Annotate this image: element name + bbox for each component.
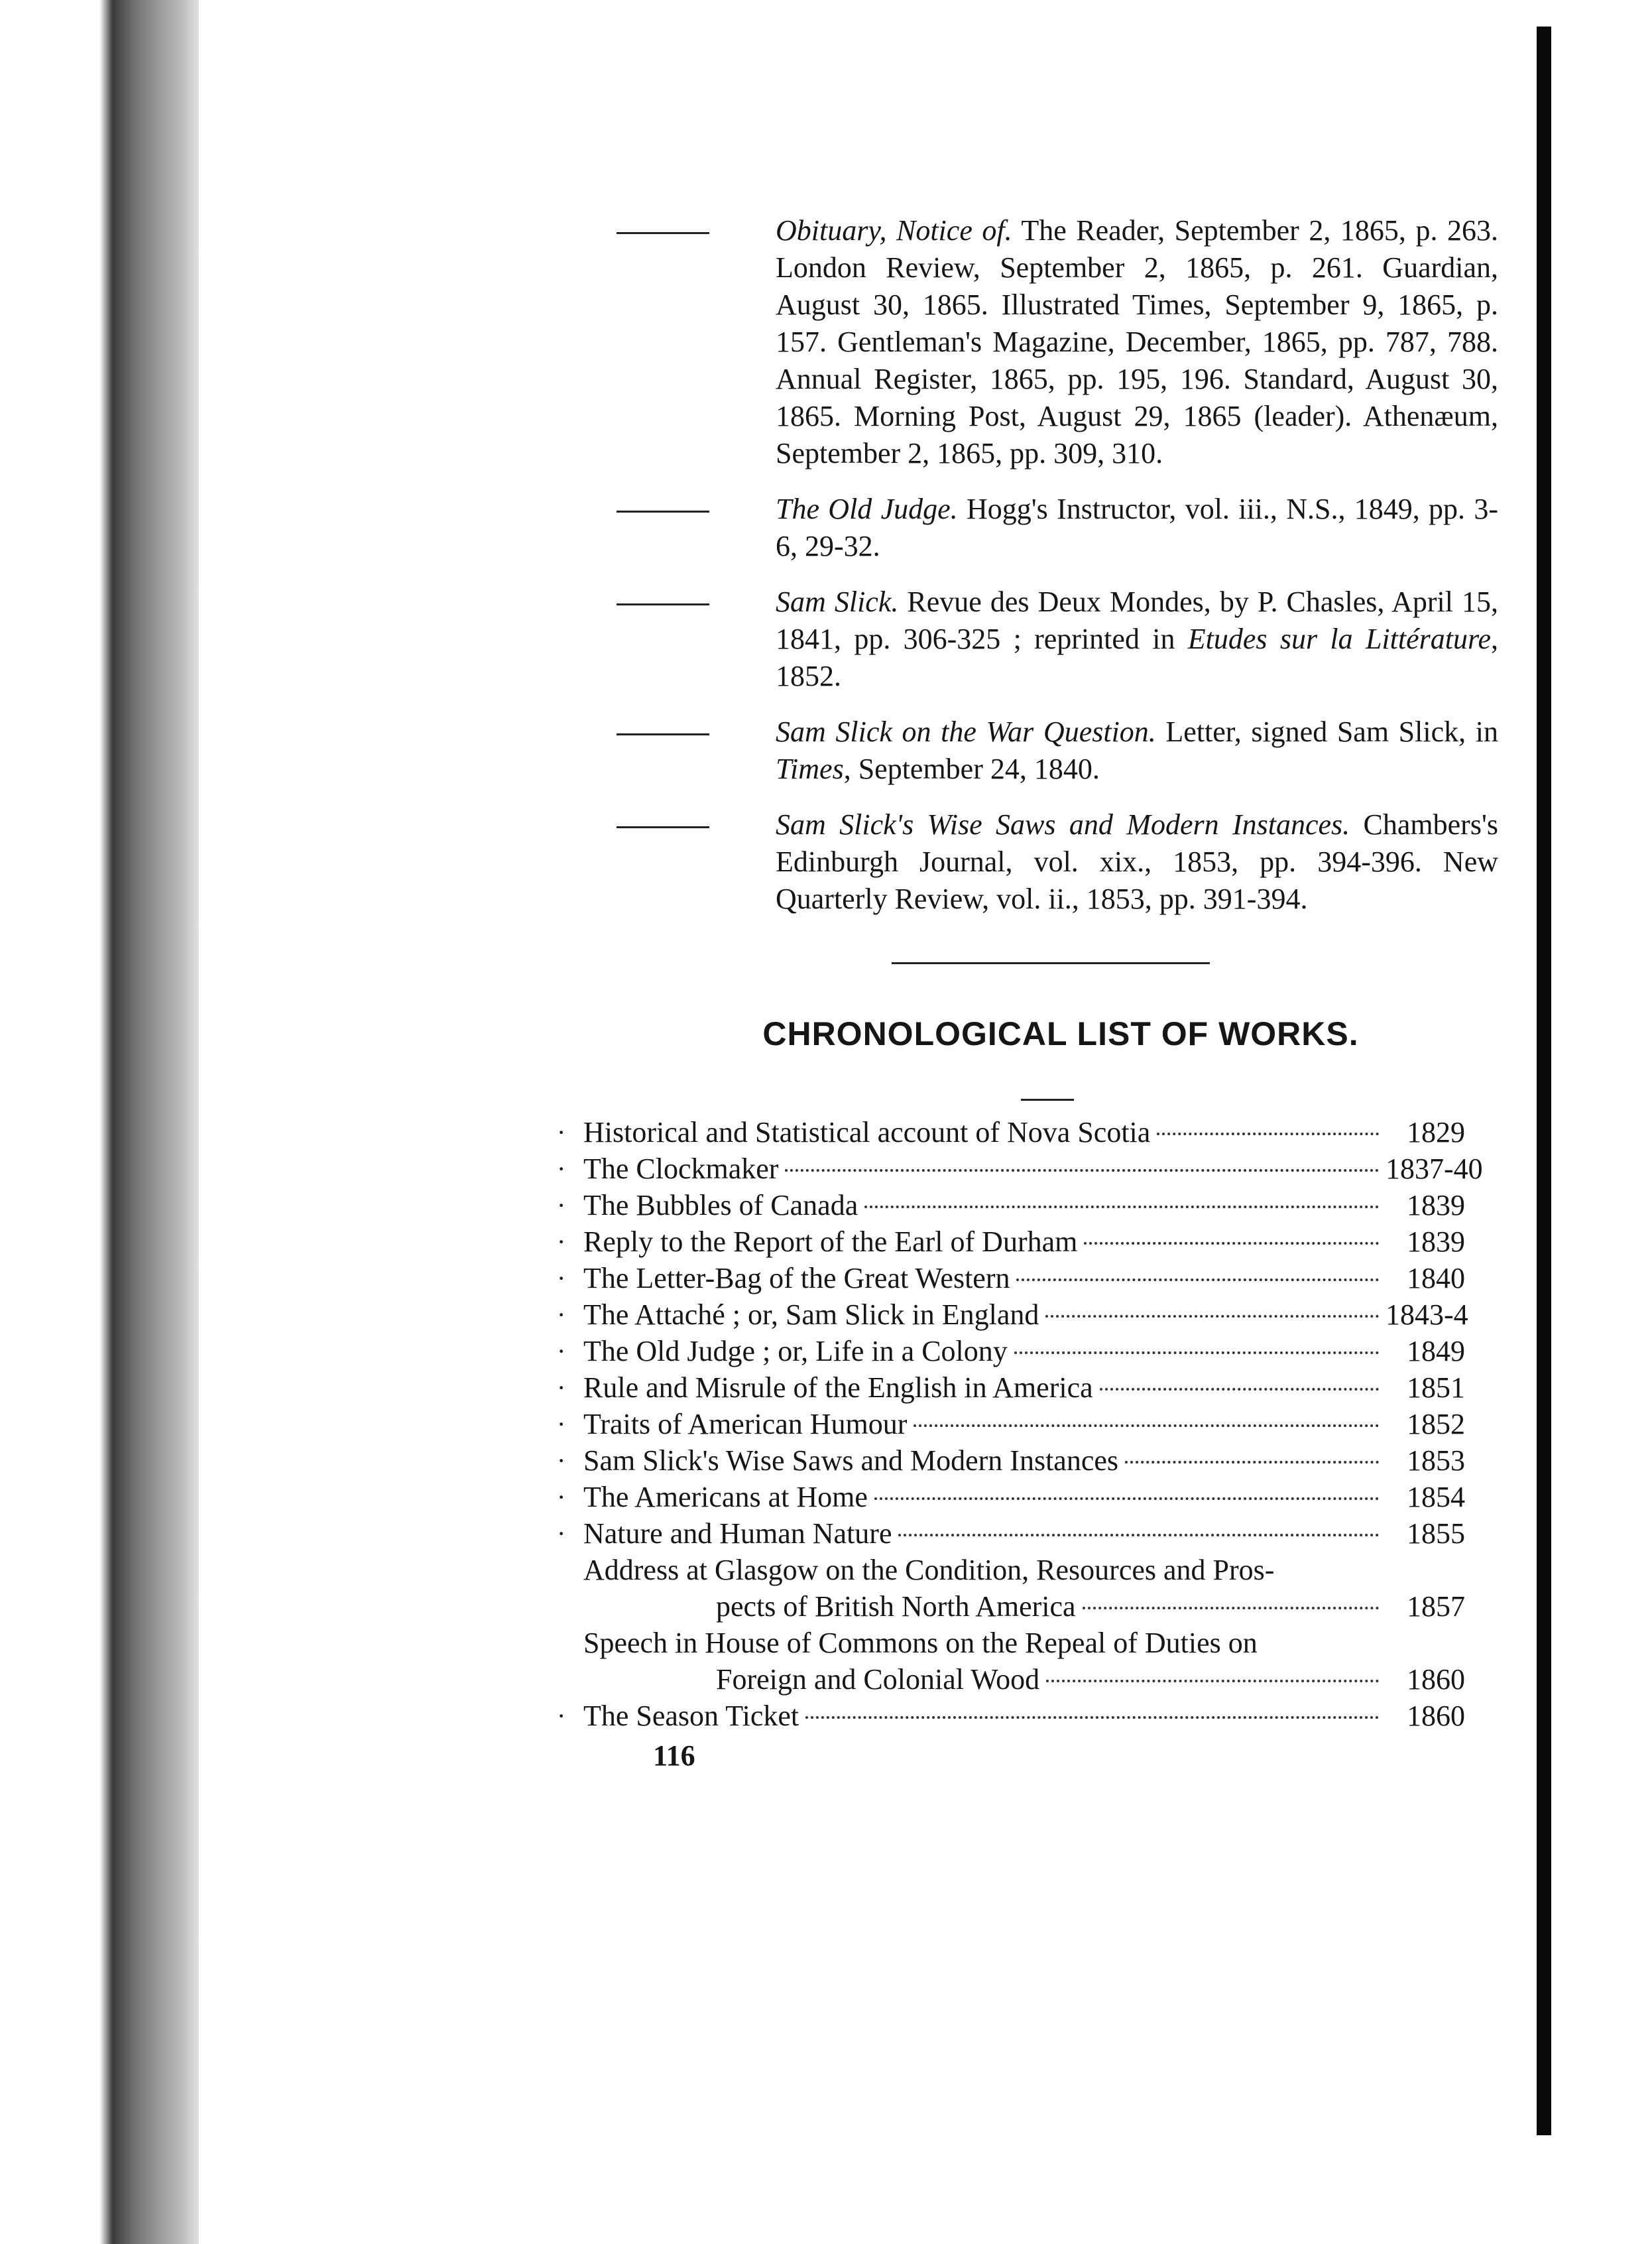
dot-leader xyxy=(1100,1388,1379,1391)
work-title: The Americans at Home xyxy=(583,1481,868,1513)
margin-mark: · xyxy=(557,1701,566,1731)
bibliography-references xyxy=(636,212,1498,936)
margin-mark: · xyxy=(557,1154,566,1184)
ditto-dash xyxy=(617,603,709,605)
reference-text: The Reader, September 2, 1865, p. 263. London Review, September 2, 1865, p. 261. Guardian, August 30, 1865. Illustrated Times, September 9, 1865, p. 157. Gentleman's Magazine, December, 1865, pp. 787, 788. Annual Register, 1865, pp. 195, 196. Standard, August 30, 1865. Morning Post, August 29, 1865 (leader). Athenæum, September 2, 1865, pp. 309, 310. xyxy=(776,214,1498,469)
margin-mark: · xyxy=(557,1336,566,1366)
work-year: 1853 xyxy=(1407,1444,1465,1477)
heading-underline-rule xyxy=(1021,1099,1074,1101)
work-entry xyxy=(557,1223,1465,1260)
work-title: The Attaché ; or, Sam Slick in England xyxy=(583,1298,1039,1331)
reference-title: Sam Slick on the War Question. xyxy=(776,716,1156,748)
margin-mark: · xyxy=(557,1482,566,1512)
work-entry xyxy=(557,1151,1483,1187)
work-year: 1839 xyxy=(1407,1189,1465,1221)
work-entry xyxy=(583,1552,1465,1625)
ditto-dash xyxy=(617,826,709,828)
work-title: Reply to the Report of the Earl of Durham xyxy=(583,1225,1078,1258)
work-year: 1829 xyxy=(1407,1116,1465,1149)
work-title: The Clockmaker xyxy=(583,1153,779,1185)
margin-mark: · xyxy=(557,1446,566,1475)
margin-mark: · xyxy=(557,1519,566,1548)
dot-leader xyxy=(874,1497,1379,1500)
dot-leader xyxy=(1045,1315,1379,1318)
work-entry xyxy=(557,1515,1465,1552)
work-year: 1860 xyxy=(1407,1663,1465,1696)
work-entry xyxy=(557,1479,1465,1515)
work-entry xyxy=(557,1296,1468,1333)
margin-mark: · xyxy=(557,1373,566,1402)
reference-entry xyxy=(636,212,1498,472)
work-entry xyxy=(583,1625,1465,1698)
dot-leader xyxy=(785,1169,1379,1172)
reference-title: The Old Judge. xyxy=(776,493,958,525)
work-year: 1849 xyxy=(1407,1335,1465,1367)
work-title-line2: pects of British North America xyxy=(716,1590,1076,1623)
work-year: 1854 xyxy=(1407,1481,1465,1513)
work-year: 1840 xyxy=(1407,1262,1465,1294)
work-entry xyxy=(557,1333,1465,1369)
dot-leader xyxy=(914,1424,1379,1427)
dot-leader xyxy=(864,1206,1379,1208)
section-separator-rule xyxy=(892,962,1210,964)
work-year: 1860 xyxy=(1407,1700,1465,1732)
section-heading: CHRONOLOGICAL LIST OF WORKS. xyxy=(762,1015,1359,1052)
ditto-dash xyxy=(617,232,709,234)
dot-leader xyxy=(1046,1680,1379,1682)
work-year: 1851 xyxy=(1407,1371,1465,1404)
work-title-line1: Speech in House of Commons on the Repeal of Duties on xyxy=(583,1627,1258,1659)
work-title-line1: Address at Glasgow on the Condition, Resources and Pros- xyxy=(583,1554,1275,1586)
work-entry xyxy=(557,1369,1465,1406)
dot-leader xyxy=(1084,1242,1379,1245)
work-year: 1843-4 xyxy=(1386,1298,1468,1331)
reference-entry xyxy=(636,714,1498,788)
work-title: The Bubbles of Canada xyxy=(583,1189,858,1221)
work-year: 1837-40 xyxy=(1386,1153,1483,1185)
work-year: 1857 xyxy=(1407,1590,1465,1623)
page-edge-shadow xyxy=(0,0,199,2244)
dot-leader xyxy=(1125,1461,1379,1464)
work-title: The Old Judge ; or, Life in a Colony xyxy=(583,1335,1008,1367)
ditto-dash xyxy=(617,733,709,735)
reference-text-end: , September 24, 1840. xyxy=(843,753,1100,785)
margin-mark: · xyxy=(557,1117,566,1147)
work-entry xyxy=(557,1187,1465,1223)
reference-entry xyxy=(636,584,1498,695)
work-title: The Letter-Bag of the Great Western xyxy=(583,1262,1010,1294)
reference-text: Chambers's Edinburgh Journal, vol. xix., 1853, pp. 394-396. New Quarterly Review, vol. ii., 1853, pp. 391-394. xyxy=(776,808,1498,915)
reference-title: Obituary, Notice of. xyxy=(776,214,1012,247)
dot-leader xyxy=(1157,1133,1379,1135)
work-year: 1855 xyxy=(1407,1517,1465,1550)
dot-leader xyxy=(898,1534,1379,1536)
work-title: Rule and Misrule of the English in America xyxy=(583,1371,1093,1404)
reference-italic-text: Etudes sur la Littérature xyxy=(1187,623,1491,655)
work-entry xyxy=(557,1260,1465,1296)
margin-mark: · xyxy=(557,1300,566,1330)
work-title: Traits of American Humour xyxy=(583,1408,908,1440)
reference-text: Revue des Deux Mondes, by P. Chasles, April 15, 1841, pp. 306-325 ; reprinted in xyxy=(776,586,1498,655)
reference-entry xyxy=(636,806,1498,918)
work-title: Sam Slick's Wise Saws and Modern Instances xyxy=(583,1444,1119,1477)
margin-mark: · xyxy=(557,1409,566,1439)
work-title: Historical and Statistical account of Nova Scotia xyxy=(583,1116,1151,1149)
work-title-line2: Foreign and Colonial Wood xyxy=(716,1663,1040,1696)
work-title: The Season Ticket xyxy=(583,1700,799,1732)
page-number: 116 xyxy=(653,1739,695,1772)
reference-title: Sam Slick's Wise Saws and Modern Instances. xyxy=(776,808,1350,841)
work-year: 1852 xyxy=(1407,1408,1465,1440)
reference-text-end: , 1852. xyxy=(776,623,1498,692)
ditto-dash xyxy=(617,511,709,513)
reference-entry xyxy=(636,491,1498,565)
reference-text: Letter, signed Sam Slick, in xyxy=(1155,716,1498,748)
margin-mark: · xyxy=(557,1190,566,1220)
work-entry xyxy=(557,1406,1465,1442)
works-list xyxy=(557,1114,1483,1734)
reference-title: Sam Slick. xyxy=(776,586,899,618)
dot-leader xyxy=(1016,1278,1379,1281)
work-entry xyxy=(557,1442,1465,1479)
work-title: Nature and Human Nature xyxy=(583,1517,892,1550)
margin-mark: · xyxy=(557,1263,566,1293)
dot-leader xyxy=(1014,1351,1379,1354)
work-entry xyxy=(557,1114,1465,1151)
margin-mark: · xyxy=(557,1227,566,1257)
work-entry xyxy=(557,1698,1465,1734)
dot-leader xyxy=(805,1716,1379,1719)
reference-text: Hogg's Instructor, vol. iii., N.S., 1849, pp. 3-6, 29-32. xyxy=(776,493,1499,562)
reference-italic-text: Times xyxy=(776,753,844,785)
work-year: 1839 xyxy=(1407,1225,1465,1258)
right-border-bar xyxy=(1537,27,1551,2135)
dot-leader xyxy=(1083,1607,1379,1609)
